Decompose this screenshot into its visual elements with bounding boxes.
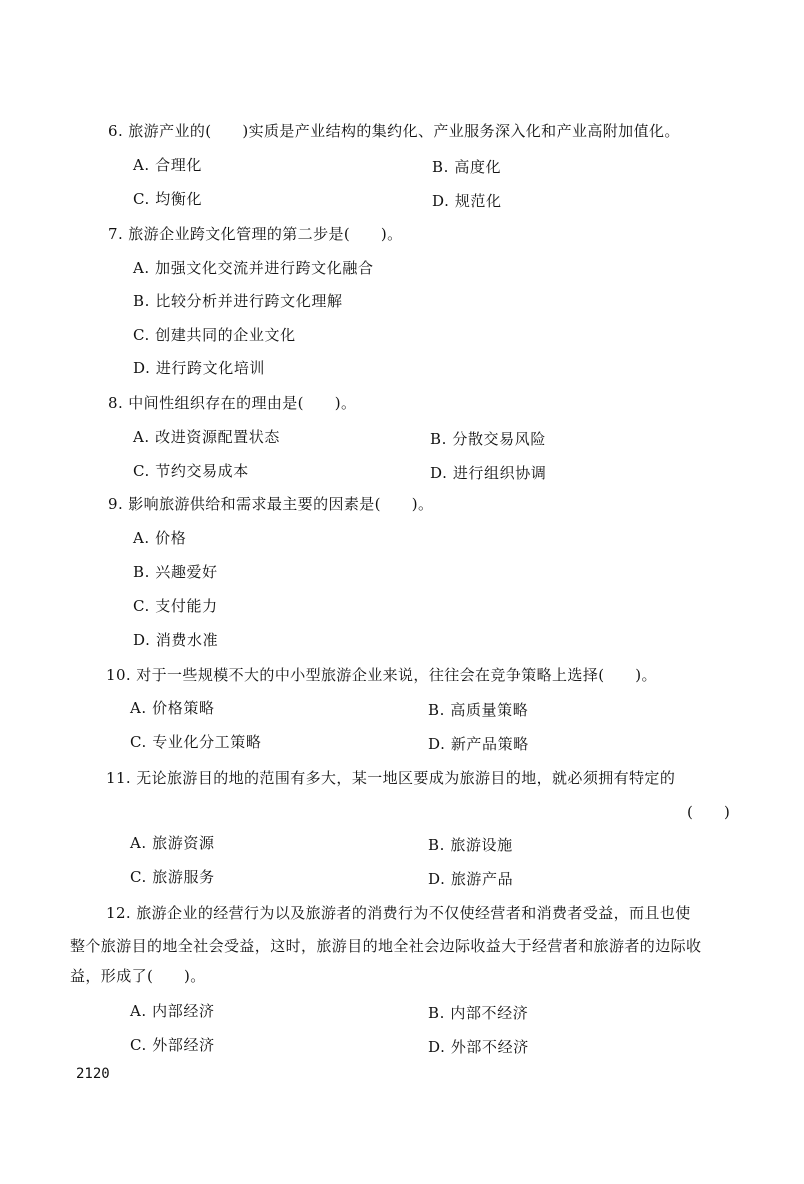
- question-10-option-c: C. 专业化分工策略: [130, 733, 262, 751]
- question-6-option-c: C. 均衡化: [133, 190, 203, 208]
- question-12-option-b: B. 内部不经济: [428, 1004, 529, 1022]
- question-10-option-b: B. 高质量策略: [428, 701, 529, 719]
- question-7-option-a: A. 加强文化交流并进行跨文化融合: [133, 259, 374, 277]
- question-12-stem-line-1: 12. 旅游企业的经营行为以及旅游者的消费行为不仅使经营者和消费者受益，而且也使: [106, 904, 691, 922]
- question-11-answer-blank: ( ): [687, 803, 731, 821]
- question-10-stem: 10. 对于一些规模不大的中小型旅游企业来说，往往会在竞争策略上选择( )。: [106, 666, 657, 684]
- question-8-option-d: D. 进行组织协调: [430, 464, 547, 482]
- page-number: 2120: [76, 1066, 110, 1082]
- question-9-option-b: B. 兴趣爱好: [133, 563, 218, 581]
- question-11-option-d: D. 旅游产品: [428, 870, 514, 888]
- question-7-option-b: B. 比较分析并进行跨文化理解: [133, 292, 343, 310]
- question-11-option-c: C. 旅游服务: [130, 868, 215, 886]
- question-6-option-a: A. 合理化: [133, 156, 202, 174]
- question-8-option-c: C. 节约交易成本: [133, 462, 249, 480]
- question-8-option-b: B. 分散交易风险: [430, 430, 546, 448]
- question-12-option-d: D. 外部不经济: [428, 1038, 529, 1056]
- question-10-option-a: A. 价格策略: [130, 699, 215, 717]
- question-11-option-b: B. 旅游设施: [428, 836, 513, 854]
- question-7-option-c: C. 创建共同的企业文化: [133, 326, 296, 344]
- question-11-stem: 11. 无论旅游目的地的范围有多大，某一地区要成为旅游目的地，就必须拥有特定的: [106, 769, 676, 787]
- question-8-option-a: A. 改进资源配置状态: [133, 428, 280, 446]
- question-12-option-c: C. 外部经济: [130, 1036, 215, 1054]
- question-8-stem: 8. 中间性组织存在的理由是( )。: [108, 394, 357, 412]
- question-12-option-a: A. 内部经济: [130, 1002, 215, 1020]
- question-12-stem-line-3: 益，形成了( )。: [70, 967, 206, 985]
- question-10-option-d: D. 新产品策略: [428, 735, 529, 753]
- question-6-stem: 6. 旅游产业的( )实质是产业结构的集约化、产业服务深入化和产业高附加值化。: [108, 122, 680, 140]
- question-7-option-d: D. 进行跨文化培训: [133, 359, 266, 377]
- question-12-stem-line-2: 整个旅游目的地全社会受益，这时，旅游目的地全社会边际收益大于经营者和旅游者的边际收: [70, 937, 702, 955]
- question-9-option-c: C. 支付能力: [133, 597, 218, 615]
- question-9-option-a: A. 价格: [133, 529, 187, 547]
- question-6-option-d: D. 规范化: [432, 192, 502, 210]
- question-9-stem: 9. 影响旅游供给和需求最主要的因素是( )。: [108, 495, 434, 513]
- question-6-option-b: B. 高度化: [432, 158, 502, 176]
- question-11-option-a: A. 旅游资源: [130, 834, 215, 852]
- question-9-option-d: D. 消费水准: [133, 631, 219, 649]
- question-7-stem: 7. 旅游企业跨文化管理的第二步是( )。: [108, 225, 403, 243]
